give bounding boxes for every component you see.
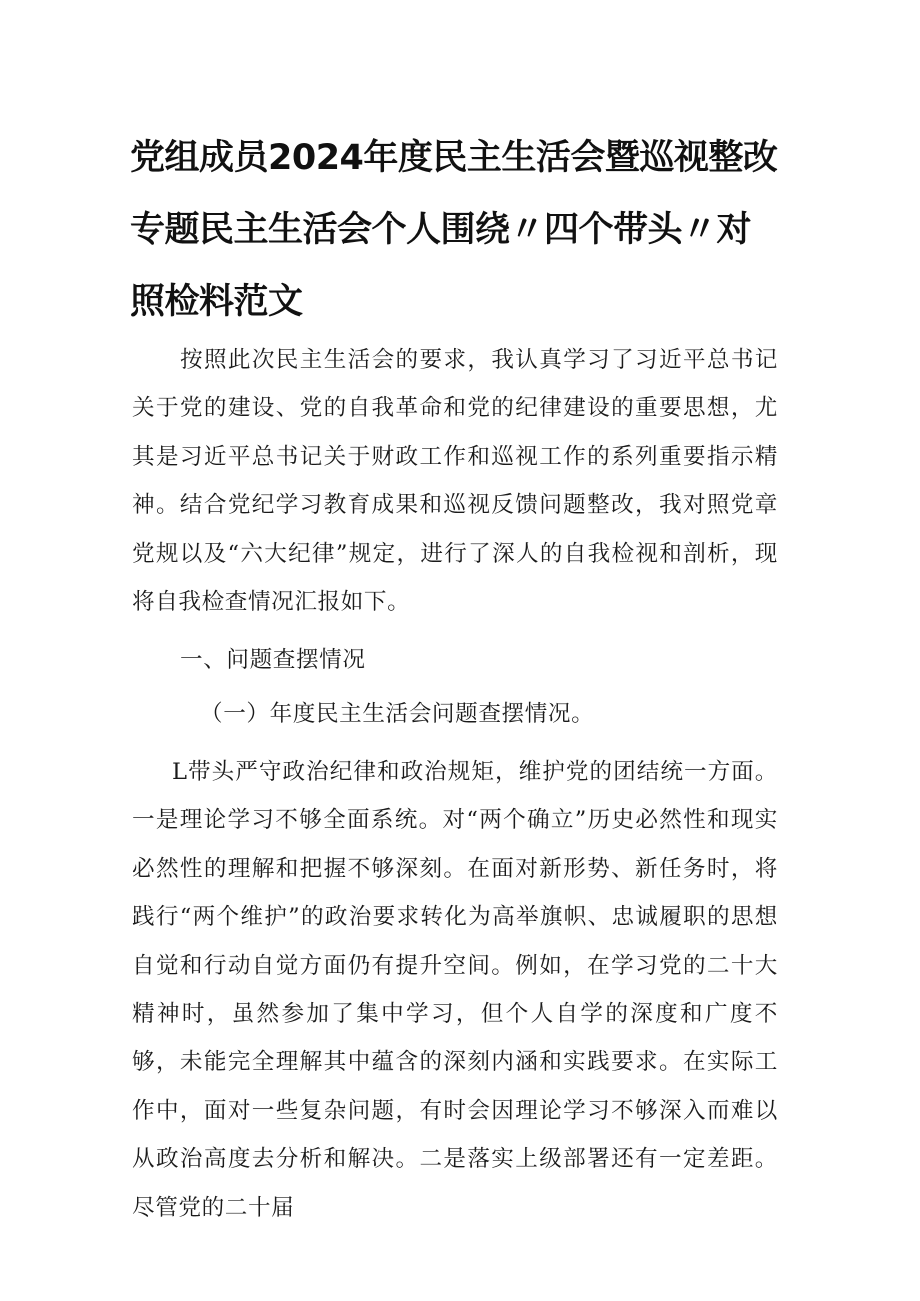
section-heading-1: 一、问题查摆情况 <box>180 647 366 673</box>
section-paragraph: L带头严守政治纪律和政治规矩，维护党的团结统一方面。一是理论学习不够全面系统。对“两个确立”历史必然性和现实必然性的理解和把握不够深刻。在面对新形势、新任务时，将践行“两个维护”的政治要求转化为高举旗帜、忠诚履职的思想自觉和行动自觉方面仍有提升空间。例如，在学习党的二十大精神时，虽然参加了集中学习，但个人自学的深度和广度不够，未能完全理解其中蕴含的深刻内涵和实践要求。在实际工作中，面对一些复杂问题，有时会因理论学习不够深入而难以从政治高度去分析和解决。二是落实上级部署还有一定差距。尽管党的二十届 <box>132 759 778 1221</box>
section-heading-2: （一）年度民主生活会问题查摆情况。 <box>200 701 595 727</box>
document-title: 党组成员2024年度民主生活会暨巡视整改专题民主生活会个人围绕〃四个带头〃对照检料范文 <box>130 138 778 322</box>
intro-paragraph: 按照此次民主生活会的要求，我认真学习了习近平总书记关于党的建设、党的自我革命和党的纪律建设的重要思想，尤其是习近平总书记关于财政工作和巡视工作的系列重要指示精神。结合党纪学习教育成果和巡视反馈问题整改，我对照党章党规以及“六大纪律”规定，进行了深人的自我检视和剖析，现将自我检查情况汇报如下。 <box>132 347 778 616</box>
